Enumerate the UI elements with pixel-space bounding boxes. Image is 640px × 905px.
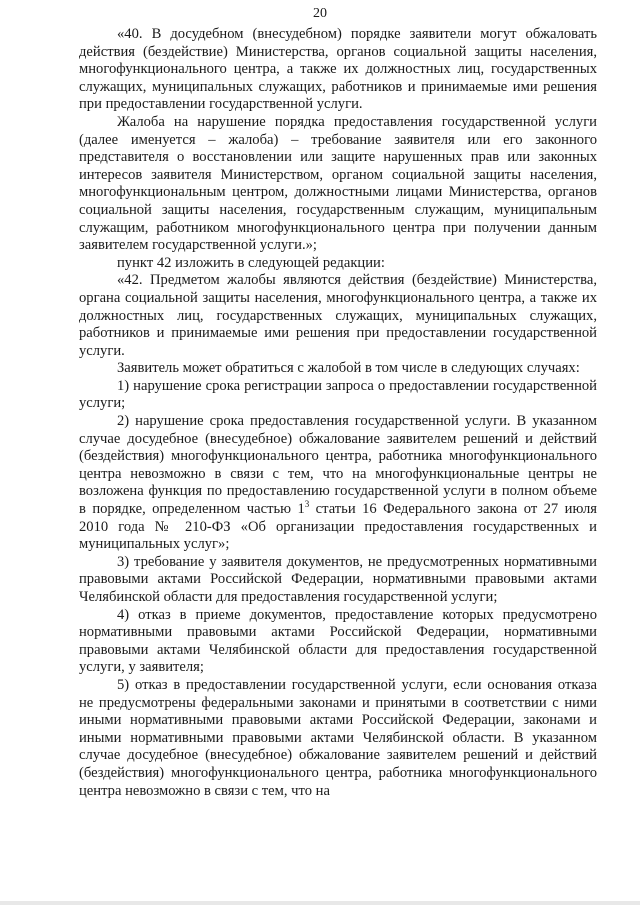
page-number: 20 [313,6,327,21]
paragraph-item-42: «42. Предметом жалобы являются действия (бездействие) Министерства, органа социальной защиты населения, многофункционального центра, а также их должностных лиц, государственных служащих, муниципальных служащих, работников и принимаемые ими решения при предоставлении государственной услуги. [79,272,597,359]
paragraph-complaint-definition: Жалоба на нарушение порядка предоставления государственной услуги (далее именуется – жалоба) – требование заявителя или его законного представителя о восстановлении или защите нарушенных прав или законных интересов заявителя Министерством, органом социальной защиты населения, многофункциональным центром, должностными лицами Министерства, органов социальной защиты населения, государственным служащим, муниципальным служащим, работником многофункционального центра при получении данным заявителем государственной услуги.»; [79,113,597,254]
paragraph-cases-intro: Заявитель может обратиться с жалобой в том числе в следующих случаях: [117,360,580,377]
document-body [79,26,597,800]
paragraph-case-2-text: 2) нарушение срока предоставления государственной услуги. В указанном случае досудебное (внесудебное) обжалование заявителем решений и действий (бездействия) многофункционального центра, работника многофункционального центра невозможно в связи с тем, что на многофункциональные центры не возложена функция по предоставлению государственной услуги в полном объеме в порядке, определенном частью 1 [79,413,597,518]
paragraph-item-40: «40. В досудебном (внесудебном) порядке заявители могут обжаловать действия (бездействие) Министерства, органов социальной защиты населения, многофункционального центра, а также их должностных лиц, государственных служащих, муниципальных служащих, работников и принимаемые ими решения при предоставлении государственной услуги. [79,26,597,113]
paragraph-case-1: 1) нарушение срока регистрации запроса о предоставлении государственной услуги; [79,377,597,412]
paragraph-case-2 [79,413,597,554]
superscript-part-number: 3 [304,499,310,510]
paragraph-amendment-intro: пункт 42 изложить в следующей редакции: [117,254,385,271]
paragraph-case-3: 3) требование у заявителя документов, не предусмотренных нормативными правовыми актами Российской Федерации, нормативными правовыми актами Челябинской области для предоставления государственной услуги; [79,553,597,605]
page-bottom-edge [0,901,640,905]
paragraph-case-4: 4) отказ в приеме документов, предоставление которых предусмотрено нормативными правовыми актами Российской Федерации, нормативными правовыми актами Челябинской области для предоставления государственной услуги, у заявителя; [79,606,597,676]
paragraph-case-2-continuation: статьи 16 Федерального закона от 27 июля 2010 года № 210-ФЗ «Об организации предоставления государственных и муниципальных услуг»; [79,501,597,553]
paragraph-case-5: 5) отказ в предоставлении государственной услуги, если основания отказа не предусмотрены федеральными законами и принятыми в соответствии с ними иными нормативными правовыми актами Российской Федерации, законами и иными нормативными правовыми актами Челябинской области. В указанном случае досудебное (внесудебное) обжалование заявителем решений и действий (бездействия) многофункционального центра, работника многофункционального центра невозможно в связи с тем, что на [79,676,597,799]
